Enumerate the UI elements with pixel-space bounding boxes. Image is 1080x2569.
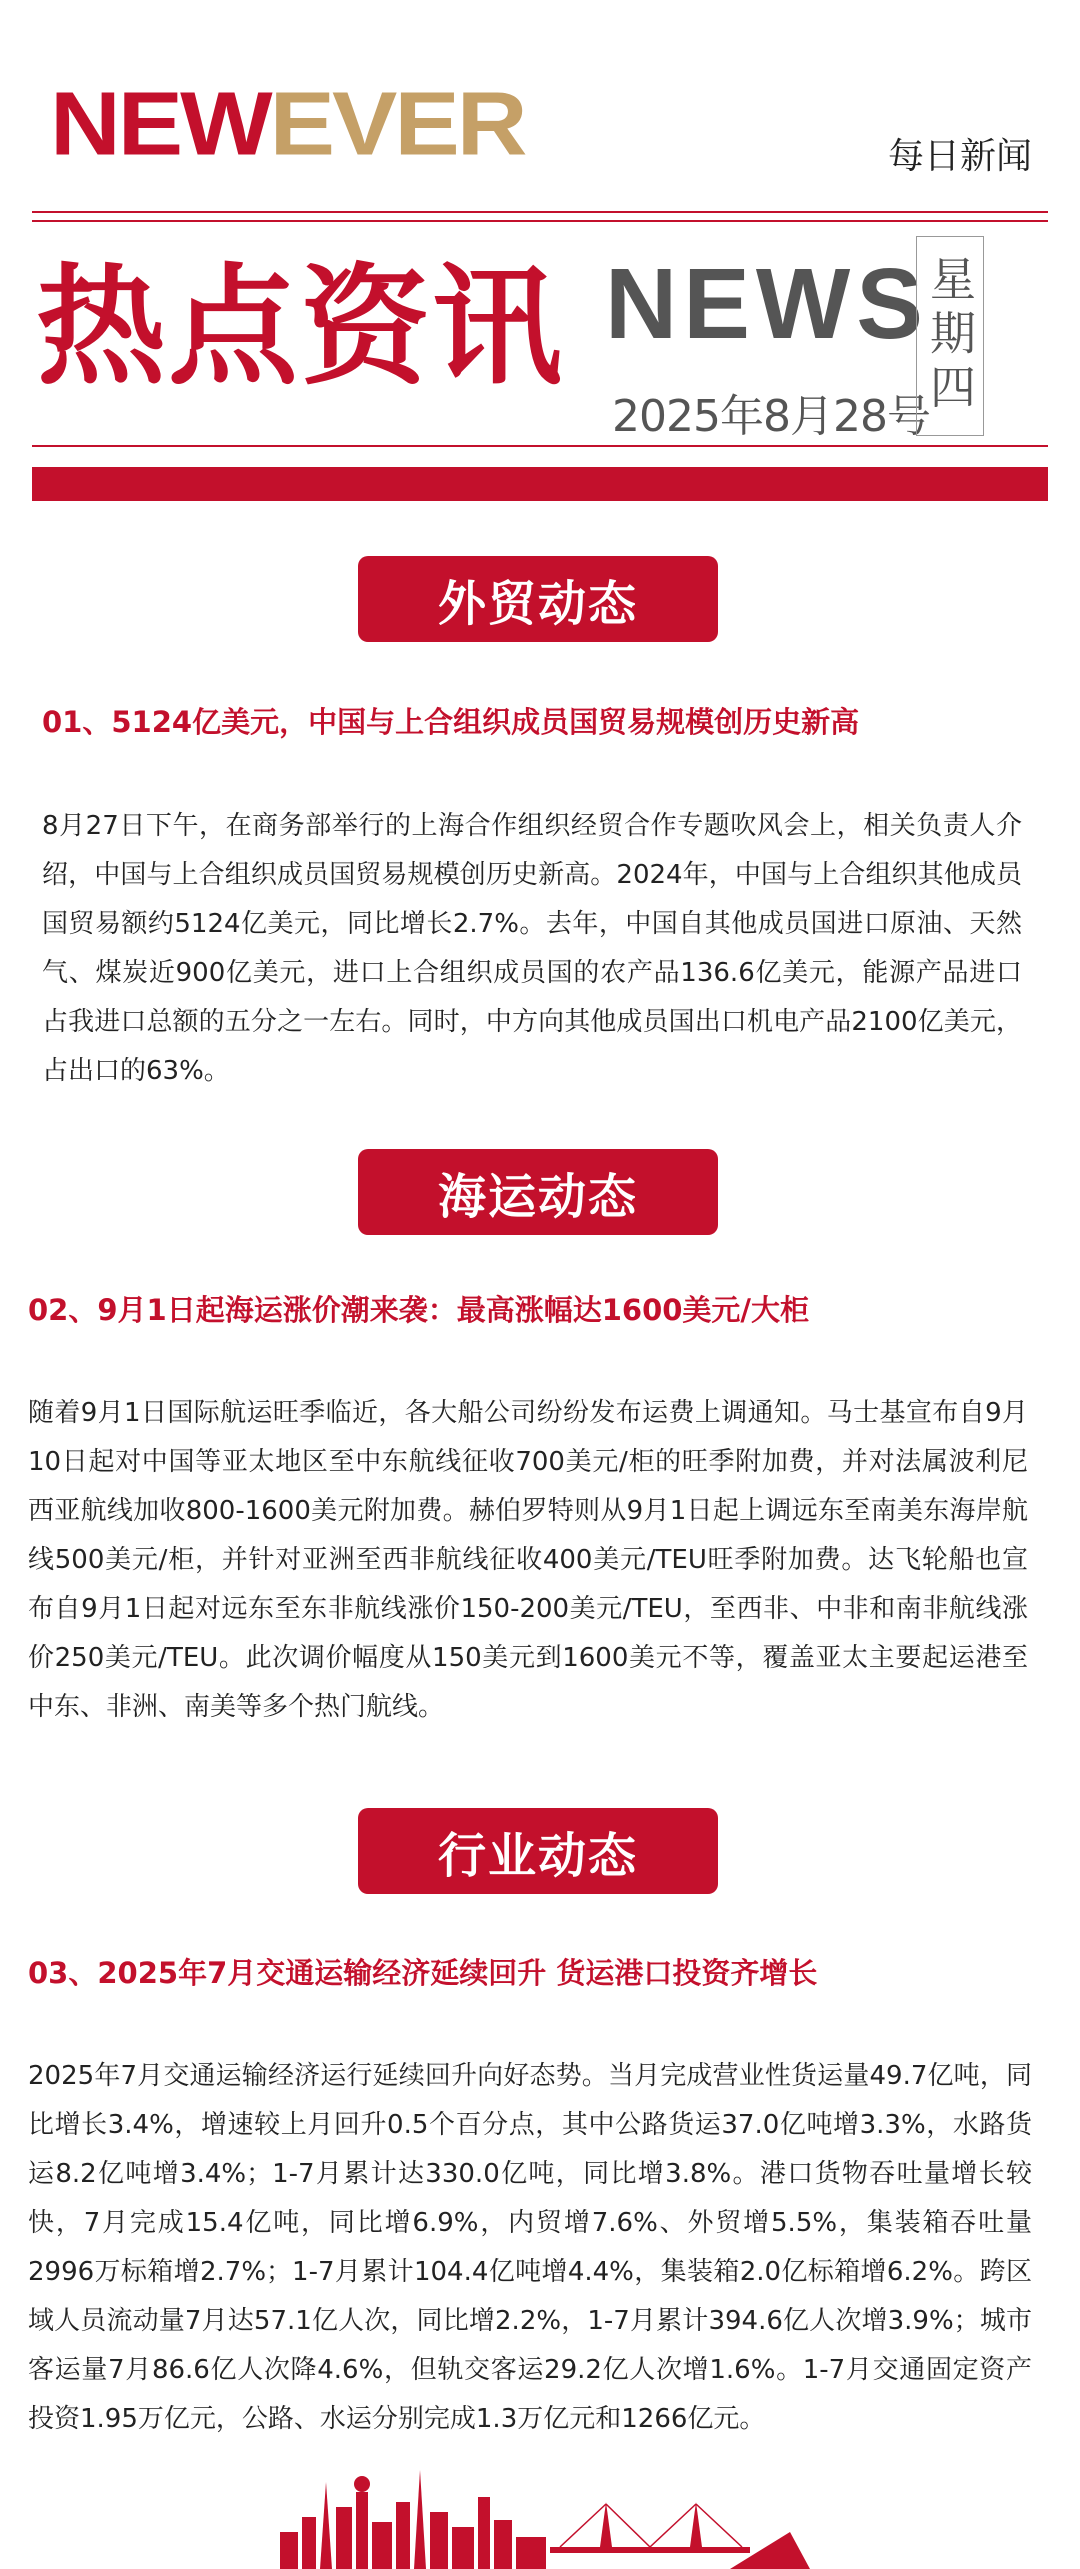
issue-date: 2025年8月28号 bbox=[612, 391, 930, 442]
city-skyline-illustration bbox=[270, 2462, 830, 2569]
header-rule-bottom bbox=[32, 445, 1048, 447]
news-title-en: NEWS bbox=[605, 248, 929, 360]
header-rule-top bbox=[32, 211, 1048, 213]
logo-new: NEW bbox=[50, 72, 270, 174]
section-label-industry: 行业动态 bbox=[358, 1808, 718, 1894]
article-body-1: 8月27日下午，在商务部举行的上海合作组织经贸合作专题吹风会上，相关负责人介绍，中国与上合组织成员国贸易规模创历史新高。2024年，中国与上合组织其他成员国贸易额约5124亿美元，同比增长2.7%。去年，中国自其他成员国进口原油、天然气、煤炭近900亿美元，进口上合组织成员国的农产品136.6亿美元，能源产品进口占我进口总额的五分之一左右。同时，中方向其他成员国出口机电产品2100亿美元，占出口的63%。 bbox=[42, 811, 1022, 1086]
daily-news-label: 每日新闻 bbox=[887, 136, 1032, 177]
header-red-band bbox=[32, 467, 1048, 501]
article-body-2: 随着9月1日国际航运旺季临近，各大船公司纷纷发布运费上调通知。马士基宣布自9月10日起对中国等亚太地区至中东航线征收700美元/柜的旺季附加费，并对法属波利尼西亚航线加收800-1600美元附加费。赫伯罗特则从9月1日起上调远东至南美东海岸航线500美元/柜，并针对亚洲至西非航线征收400美元/TEU旺季附加费。达飞轮船也宣布自9月1日起对远东至东非航线涨价150-200美元/TEU，至西非、中非和南非航线涨价250美元/TEU。此次调价幅度从150美元到1600美元不等，覆盖亚太主要起运港至中东、非洲、南美等多个热门航线。 bbox=[28, 1398, 1028, 1722]
newever-logo bbox=[50, 72, 525, 174]
weekday-label: 星期四 bbox=[923, 255, 977, 417]
article-headline-2: 02、9月1日起海运涨价潮来袭：最高涨幅达1600美元/大柜 bbox=[28, 1293, 810, 1327]
section-label-shipping: 海运动态 bbox=[358, 1149, 718, 1235]
header-rule-top-2 bbox=[32, 220, 1048, 222]
article-body-3: 2025年7月交通运输经济运行延续回升向好态势。当月完成营业性货运量49.7亿吨，同比增长3.4%，增速较上月回升0.5个百分点，其中公路货运37.0亿吨增3.3%，水路货运8.2亿吨增3.4%；1-7月累计达330.0亿吨，同比增3.8%。港口货物吞吐量增长较快，7月完成15.4亿吨，同比增6.9%，内贸增7.6%、外贸增5.5%，集装箱吞吐量2996万标箱增2.7%；1-7月累计104.4亿吨增4.4%，集装箱2.0亿标箱增6.2%。跨区域人员流动量7月达57.1亿人次，同比增2.2%，1-7月累计394.6亿人次增3.9%；城市客运量7月86.6亿人次降4.6%，但轨交客运29.2亿人次增1.6%。1-7月交通固定资产投资1.95万亿元，公路、水运分别完成1.3万亿元和1266亿元。 bbox=[28, 2061, 1032, 2434]
page-title: 热点资讯 bbox=[36, 251, 565, 403]
article-headline-3: 03、2025年7月交通运输经济延续回升 货运港口投资齐增长 bbox=[28, 1956, 818, 1990]
section-label-foreign-trade: 外贸动态 bbox=[358, 556, 718, 642]
weekday-box bbox=[916, 236, 984, 436]
logo-ever: EVER bbox=[269, 72, 525, 174]
article-headline-1: 01、5124亿美元，中国与上合组织成员国贸易规模创历史新高 bbox=[42, 705, 860, 739]
